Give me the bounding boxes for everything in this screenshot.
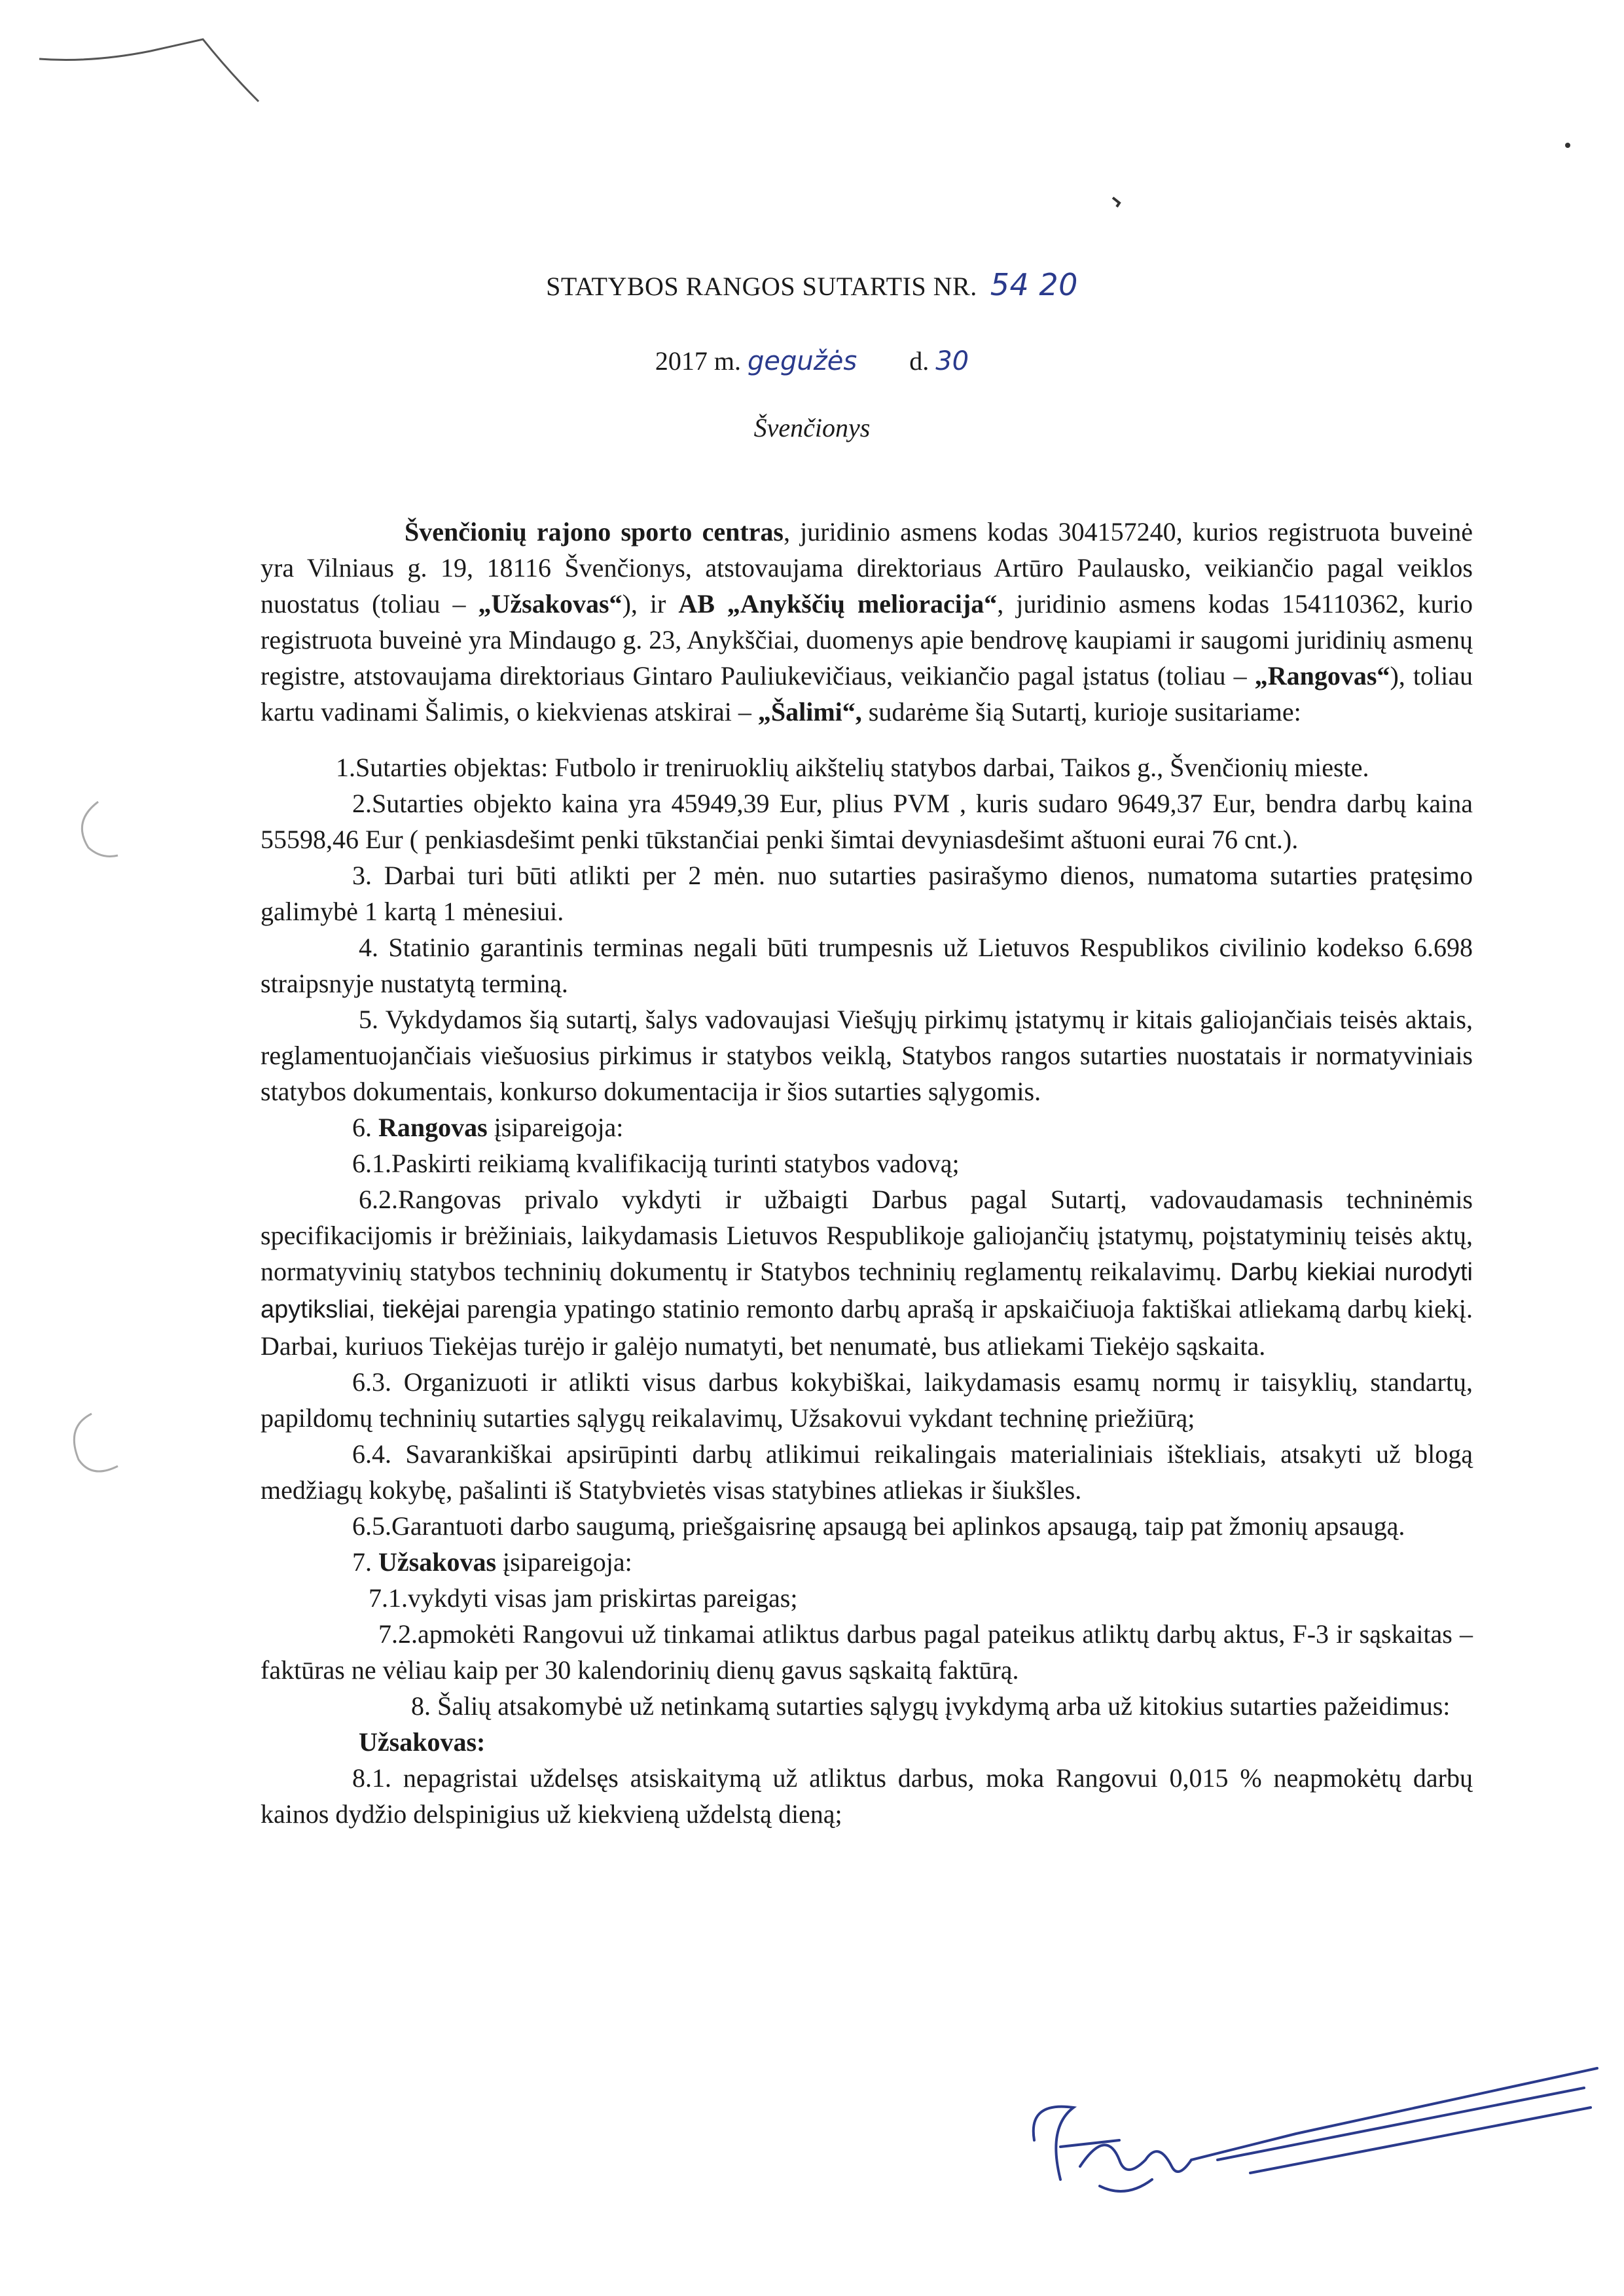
clause-5: 5. Vykdydamos šią sutartį, šalys vadovaujasi Viešųjų pirkimų įstatymų ir kitais galiojančiais teisės aktais, reglamentuojančiais viešuosius pirkimus ir statybos veiklą, Statybos rangos sutarties nuostatais ir normatyviniais statybos dokumentais, konkurso dokumentacija ir šios sutarties sąlygomis. (261, 1005, 1473, 1106)
clause-7-number: 7. (352, 1547, 378, 1577)
clause-1: 1.Sutarties objektas: Futbolo ir treniruoklių aikštelių statybos darbai, Taikos g., Švenčionių mieste. (336, 753, 1369, 782)
clause-6-party: Rangovas (378, 1113, 488, 1142)
clause-6 (261, 1109, 1473, 1145)
contract-body (261, 514, 1473, 1832)
contract-place: Švenčionys (753, 413, 871, 442)
clause-6-1: 6.1.Paskirti reikiamą kvalifikaciją turinti statybos vadovą; (352, 1149, 960, 1178)
clause-6-number: 6. (352, 1113, 378, 1142)
clause-7-party: Užsakovas (378, 1547, 497, 1577)
contract-date (0, 346, 1624, 376)
party2-alias: „Rangovas“ (1254, 661, 1390, 691)
clause-6-2 (261, 1181, 1473, 1364)
clause-6-2-text-a: 6.2.Rangovas privalo vykdyti ir užbaigti Darbus pagal Sutartį, vadovaudamasis techninėmis specifikacijomis ir brėžiniais, laikydamasis Lietuvos Respublikoje galiojančių įstatymų, poįstatyminių teisės aktų, normatyvinių statybos techninių dokumentų ir Statybos techninių reglamentų reikalavimų. (261, 1185, 1473, 1286)
clause-3: 3. Darbai turi būti atlikti per 2 mėn. nuo sutarties pasirašymo dienos, numatoma sutarties pratęsimo galimybė 1 kartą 1 mėnesiui. (261, 861, 1473, 926)
clause-8-header: Užsakovas: (359, 1727, 486, 1757)
handwritten-day: 30 (935, 346, 969, 376)
clause-6-text: įsipareigoja: (487, 1113, 624, 1142)
intro-paragraph (261, 514, 1473, 730)
date-day-label: d. (909, 346, 929, 376)
party1-alias: „Užsakovas“ (478, 589, 623, 619)
clause-7-2: 7.2.apmokėti Rangovui už tinkamai atliktus darbus pagal pateikus atliktų darbų aktus, F-3 ir sąskaitas – faktūras ne vėliau kaip per 30 kalendorinių dienų gavus sąskaitą faktūrą. (261, 1619, 1473, 1685)
clause-6-3: 6.3. Organizuoti ir atlikti visus darbus kokybiškai, laikydamasis esamų normų ir taisyklių, standartų, papildomų techninių sutarties sąlygų reikalavimų, Užsakovui vykdant techninę priežiūrą; (261, 1367, 1473, 1433)
scan-mark (1113, 198, 1119, 207)
clause-2: 2.Sutarties objekto kaina yra 45949,39 Eur, plius PVM , kuris sudaro 9649,37 Eur, bendra darbų kaina 55598,46 Eur ( penkiasdešimt penki tūkstančiai penki šimtai devyniasdešimt aštuoni eurai 76 cnt.). (261, 789, 1473, 854)
clause-7 (261, 1544, 1473, 1580)
party1-name: Švenčionių rajono sporto centras (405, 517, 784, 547)
intro-text-4: ), toliau kartu vadinami Šalimis, o kiekvienas atskirai – (261, 661, 1473, 726)
intro-text-2: ), ir (622, 589, 679, 619)
clause-6-2-text-c: parengia ypatingo statinio remonto darbų aprašą ir apskaičiuoja faktiškai atliekamą darbų kiekį. Darbai, kuriuos Tiekėjas turėjo ir galėjo numatyti, bet nenumatė, bus atliekami Tiekėjo sąskaita. (261, 1294, 1473, 1361)
punch-hole-mark-2 (74, 1414, 118, 1471)
signature-stroke (1034, 2068, 1597, 2191)
intro-text-1: , juridinio asmens kodas 304157240, kurios registruota buveinė yra Vilniaus g. 19, 18116 Švenčionys, atstovaujama direktoriaus Artūro Paulausko, veikiančio pagal veiklos nuostatus (toliau – (261, 517, 1473, 619)
handwritten-contract-number: 54 20 (990, 267, 1078, 302)
intro-text-3: , juridinio asmens kodas 154110362, kurio registruota buveinė yra Mindaugo g. 23, Anykščiai, duomenys apie bendrovę kaupiami ir saugomi juridinių asmenų registre, atstovaujama direktoriaus Gintaro Pauliukevičiaus, veikiančio pagal įstatus (toliau – (261, 589, 1473, 691)
clause-6-2-inserted-text: Darbų kiekiai nurodyti apytiksliai, tiekėjai (261, 1259, 1473, 1323)
clause-8-1: 8.1. nepagristai uždelsęs atsiskaitymą už atliktus darbus, moka Rangovui 0,015 % neapmokėtų darbų kainos dydžio delspinigius už kiekvieną uždelstą dieną; (261, 1763, 1473, 1829)
punch-hole-mark (82, 802, 118, 857)
clause-6-5: 6.5.Garantuoti darbo saugumą, priešgaisrinę apsaugą bei aplinkos apsaugą, taip pat žmonių apsaugą. (352, 1511, 1405, 1541)
handwritten-month: gegužės (748, 346, 857, 376)
clause-7-1: 7.1.vykdyti visas jam priskirtas pareigas; (369, 1583, 798, 1613)
corner-fold-mark (39, 39, 259, 101)
handwritten-signature (1021, 2062, 1610, 2225)
scan-dot (1565, 143, 1570, 148)
clause-8: 8. Šalių atsakomybė už netinkamą sutarties sąlygų įvykdymą arba už kitokius sutarties pažeidimus: (411, 1691, 1451, 1721)
clause-6-4: 6.4. Savarankiškai apsirūpinti darbų atlikimui reikalingais materialiniais ištekliais, atsakyti už blogą medžiagų kokybę, pašalinti iš Statybvietės visas statybines atliekas ir šiukšles. (261, 1439, 1473, 1505)
clause-7-text: įsipareigoja: (496, 1547, 632, 1577)
party2-name: AB „Anykščių melioracija“ (678, 589, 998, 619)
title-text: STATYBOS RANGOS SUTARTIS NR. (546, 272, 977, 301)
date-year: 2017 m. (655, 346, 742, 376)
intro-text-5: sudarėme šią Sutartį, kurioje susitariame: (861, 697, 1301, 726)
clause-4: 4. Statinio garantinis terminas negali būti trumpesnis už Lietuvos Respublikos civilinio kodekso 6.698 straipsnyje nustatytą terminą. (261, 933, 1473, 998)
contract-title (0, 267, 1624, 302)
party-alias: „Šalimi“, (757, 697, 862, 726)
